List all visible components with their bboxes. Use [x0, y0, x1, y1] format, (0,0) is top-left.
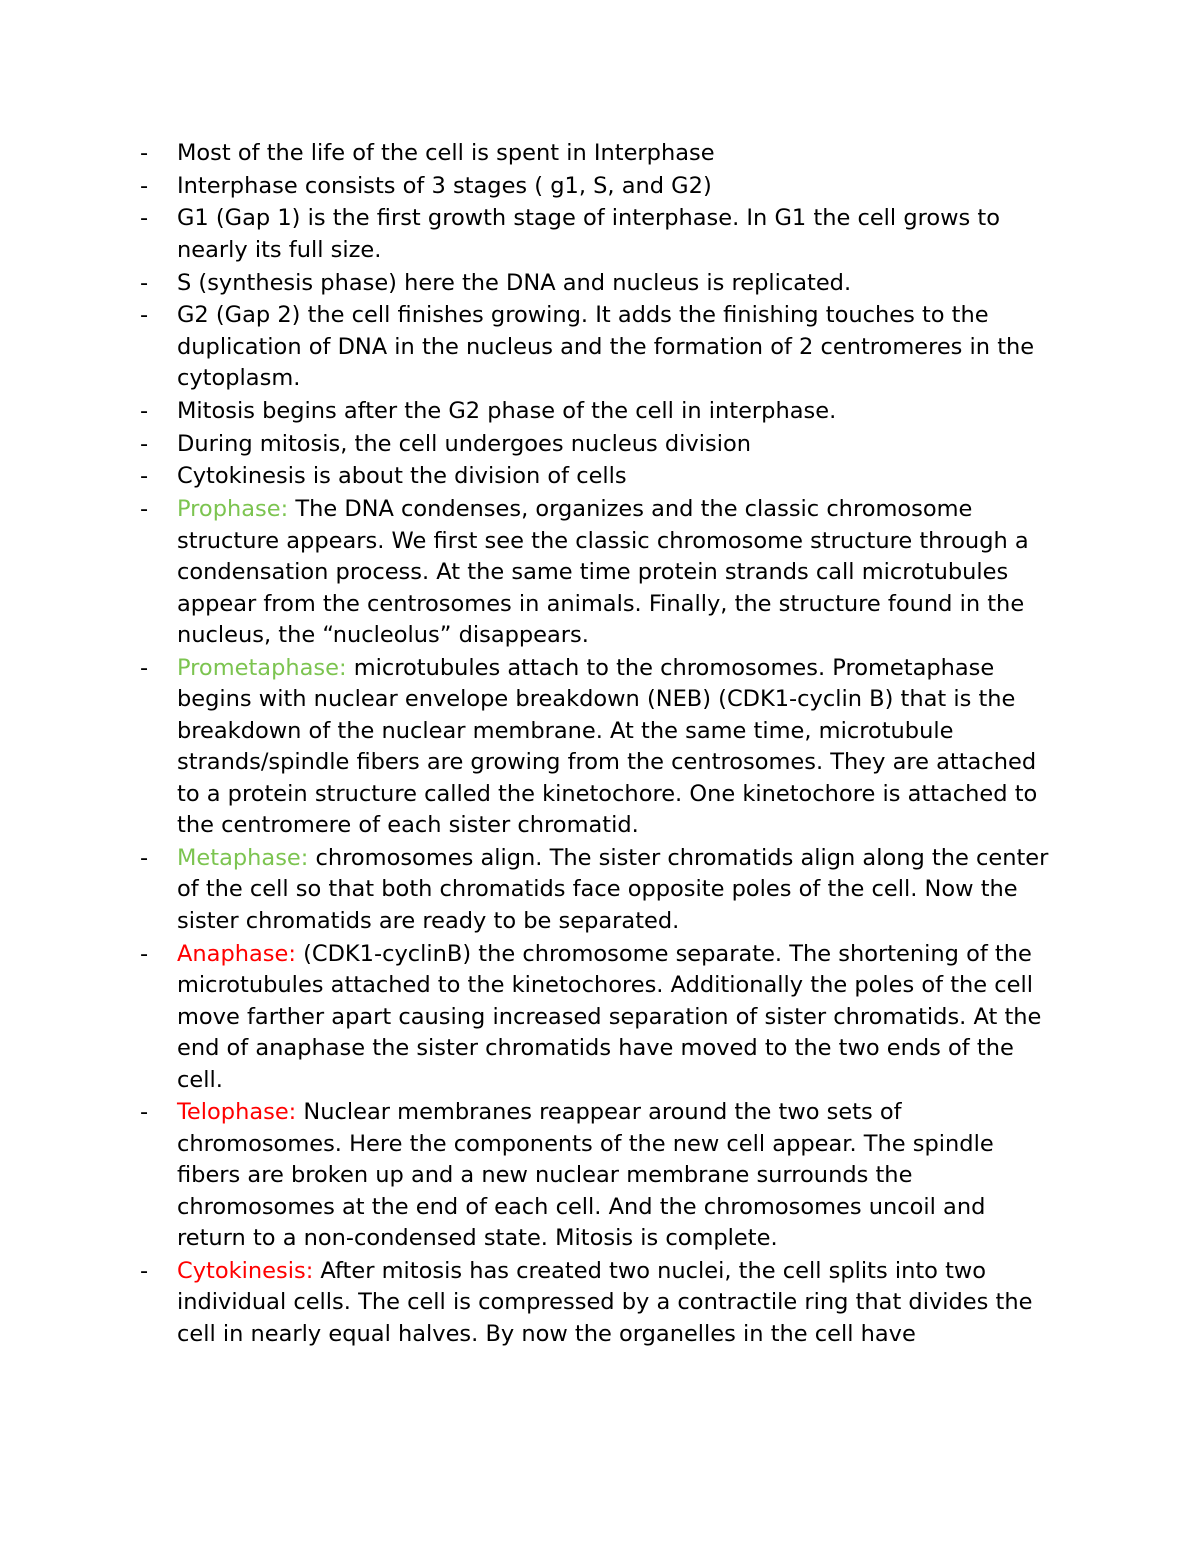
item-text: Mitosis begins after the G2 phase of the cell in interphase.: [177, 397, 837, 424]
item-text: S (synthesis phase) here the DNA and nucleus is replicated.: [177, 269, 852, 296]
item-text: Nuclear membranes reappear around the two sets of chromosomes. Here the components of the new cell appear. The spindle fibers are broken up and a new nuclear membrane surrounds the chromosomes at the end of each cell. And the chromosomes uncoil and return to a non-condensed state. Mitosis is complete.: [177, 1099, 994, 1252]
bullet-dash: -: [140, 302, 149, 329]
list-item: [140, 300, 1060, 395]
term-telophase: Telophase:: [177, 1099, 297, 1126]
bullet-dash: -: [140, 397, 149, 424]
list-item: [140, 203, 1060, 266]
list-item: [140, 429, 1060, 461]
bullet-dash: -: [140, 1099, 149, 1126]
item-text: G1 (Gap 1) is the first growth stage of interphase. In G1 the cell grows to nearly its full size.: [177, 205, 1000, 263]
notes-bullet-list: [140, 138, 1060, 1352]
bullet-dash: -: [140, 844, 149, 871]
list-item-anaphase: [140, 939, 1060, 1097]
item-text: (CDK1-cyclinB) the chromosome separate. The shortening of the microtubules attached to the kinetochores. Additionally the poles of the cell move farther apart causing increased separation of sister chromatids. At the end of anaphase the sister chromatids have moved to the two ends of the cell.: [177, 940, 1042, 1093]
list-item-prophase: [140, 494, 1060, 652]
bullet-dash: -: [140, 463, 149, 490]
term-prophase: Prophase:: [177, 496, 289, 522]
item-text: Interphase consists of 3 stages ( g1, S, and G2): [177, 172, 712, 199]
bullet-dash: -: [140, 269, 149, 296]
term-prometaphase: Prometaphase:: [177, 654, 347, 681]
bullet-dash: -: [140, 654, 149, 681]
list-item-metaphase: [140, 843, 1060, 938]
bullet-dash: -: [140, 430, 149, 457]
list-item: [140, 461, 1060, 493]
item-text: chromosomes align. The sister chromatids align along the center of the cell so that both chromatids face opposite poles of the cell. Now the sister chromatids are ready to be separated.: [177, 844, 1049, 934]
bullet-dash: -: [140, 140, 149, 166]
list-item-telophase: [140, 1097, 1060, 1255]
term-anaphase: Anaphase:: [177, 940, 296, 967]
list-item: [140, 268, 1060, 300]
bullet-dash: -: [140, 496, 149, 522]
term-cytokinesis: Cytokinesis:: [177, 1257, 314, 1284]
bullet-dash: -: [140, 940, 149, 967]
item-text: Cytokinesis is about the division of cells: [177, 463, 627, 490]
item-text: G2 (Gap 2) the cell finishes growing. It adds the finishing touches to the duplication of DNA in the nucleus and the formation of 2 centromeres in the cytoplasm.: [177, 302, 1035, 392]
list-item: [140, 396, 1060, 428]
term-metaphase: Metaphase:: [177, 844, 309, 871]
bullet-dash: -: [140, 172, 149, 199]
list-item-prometaphase: [140, 653, 1060, 842]
bullet-dash: -: [140, 205, 149, 232]
item-text: After mitosis has created two nuclei, the cell splits into two individual cells. The cell is compressed by a contractile ring that divides the cell in nearly equal halves. By now the organelles in the cell have: [177, 1257, 1033, 1347]
item-text: Most of the life of the cell is spent in Interphase: [177, 140, 715, 166]
item-text: The DNA condenses, organizes and the classic chromosome structure appears. We first see the classic chromosome structure through a condensation process. At the same time protein strands call microtubules appear from the centrosomes in animals. Finally, the structure found in the nucleus, the “nucleolus” disappears.: [177, 496, 1029, 648]
list-item: [140, 171, 1060, 203]
bullet-dash: -: [140, 1257, 149, 1284]
list-item: [140, 138, 1060, 170]
item-text: During mitosis, the cell undergoes nucleus division: [177, 430, 751, 457]
list-item-cytokinesis: [140, 1256, 1060, 1351]
item-text: microtubules attach to the chromosomes. Prometaphase begins with nuclear envelope breakdown (NEB) (CDK1-cyclin B) that is the breakdown of the nuclear membrane. At the same time, microtubule strands/spindle fibers are growing from the centrosomes. They are attached to a protein structure called the kinetochore. One kinetochore is attached to the centromere of each sister chromatid.: [177, 654, 1038, 839]
